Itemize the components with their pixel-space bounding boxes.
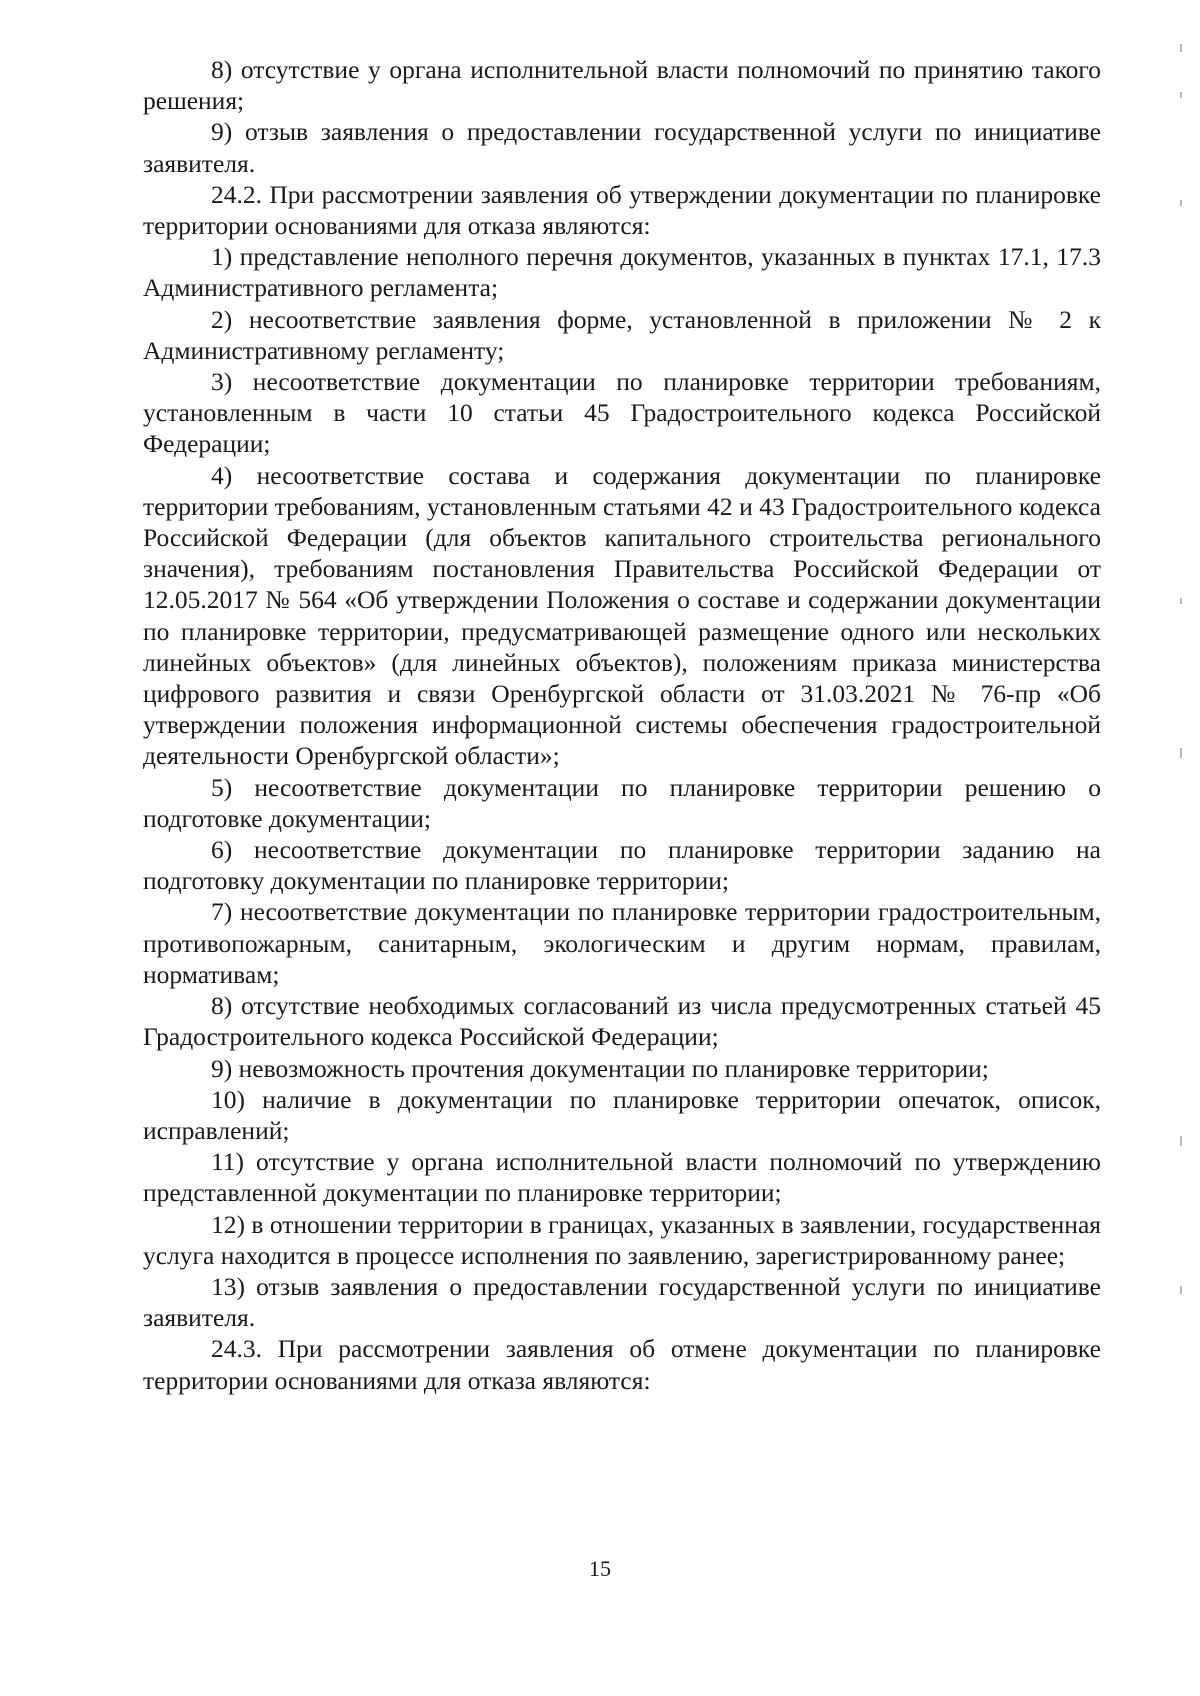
paragraph-section-24-3: 24.3. При рассмотрении заявления об отмене документации по планировке территории основаниями для отказа являются:: [143, 1334, 1101, 1395]
scan-artifact-mark: [1180, 200, 1182, 206]
paragraph-item-5: 5) несоответствие документации по планировке территории решению о подготовке документации;: [143, 772, 1101, 833]
paragraph-item-4: 4) несоответствие состава и содержания документации по планировке территории требованиям, установленным статьями 42 и 43 Градостроительного кодекса Российской Федерации (для объектов капитального строительства регионального значения), требованиям постановления Правительства Российской Федерации от 12.05.2017 № 564 «Об утверждении Положения о составе и содержании документации по планировке территории, предусматривающей размещение одного или нескольких линейных объектов» (для линейных объектов), положениям приказа министерства цифрового развития и связи Оренбургской области от 31.03.2021 № 76-пр «Об утверждении положения информационной системы обеспечения градостроительной деятельности Оренбургской области»;: [143, 460, 1101, 771]
scan-artifact-mark: [1180, 44, 1182, 52]
paragraph-item-10: 10) наличие в документации по планировке территории опечаток, описок, исправлений;: [143, 1084, 1101, 1145]
paragraph-section-24-2: 24.2. При рассмотрении заявления об утверждении документации по планировке территории основаниями для отказа являются:: [143, 179, 1101, 241]
scan-artifact-mark: [1180, 1136, 1182, 1146]
scan-artifact-mark: [1180, 92, 1182, 98]
paragraph-item-3: 3) несоответствие документации по планировке территории требованиям, установленным в части 10 статьи 45 Градостроительного кодекса Российской Федерации;: [143, 367, 1101, 459]
scan-artifact-mark: [1180, 598, 1182, 604]
paragraph-item-13: 13) отзыв заявления о предоставлении государственной услуги по инициативе заявителя.: [143, 1271, 1101, 1333]
paragraph-item-9-withdrawal: 9) отзыв заявления о предоставлении государственной услуги по инициативе заявителя.: [143, 117, 1101, 178]
paragraph-item-1: 1) представление неполного перечня документов, указанных в пунктах 17.1, 17.3 Административного регламента;: [143, 242, 1101, 303]
paragraph-item-6: 6) несоответствие документации по планировке территории заданию на подготовку документации по планировке территории;: [143, 835, 1101, 896]
scan-artifact-mark: [1180, 748, 1182, 758]
paragraph-item-9: 9) невозможность прочтения документации по планировке территории;: [211, 1053, 989, 1083]
document-body: [143, 54, 1101, 1396]
scan-artifact-mark: [1180, 1286, 1182, 1294]
paragraph-item-12: 12) в отношении территории в границах, указанных в заявлении, государственная услуга находится в процессе исполнения по заявлению, зарегистрированному ранее;: [143, 1209, 1101, 1270]
page-number: 15: [589, 1556, 611, 1581]
paragraph-item-11: 11) отсутствие у органа исполнительной власти полномочий по утверждению представленной документации по планировке территории;: [143, 1147, 1101, 1208]
paragraph-item-2: 2) несоответствие заявления форме, установленной в приложении № 2 к Административному регламенту;: [143, 304, 1101, 365]
paragraph-item-8: 8) отсутствие необходимых согласований из числа предусмотренных статьей 45 Градостроительного кодекса Российской Федерации;: [143, 991, 1101, 1052]
paragraph-item-7: 7) несоответствие документации по планировке территории градостроительным, противопожарным, санитарным, экологическим и другим нормам, правилам, нормативам;: [143, 897, 1101, 989]
paragraph-item-8-no-authority: 8) отсутствие у органа исполнительной власти полномочий по принятию такого решения;: [143, 55, 1101, 116]
